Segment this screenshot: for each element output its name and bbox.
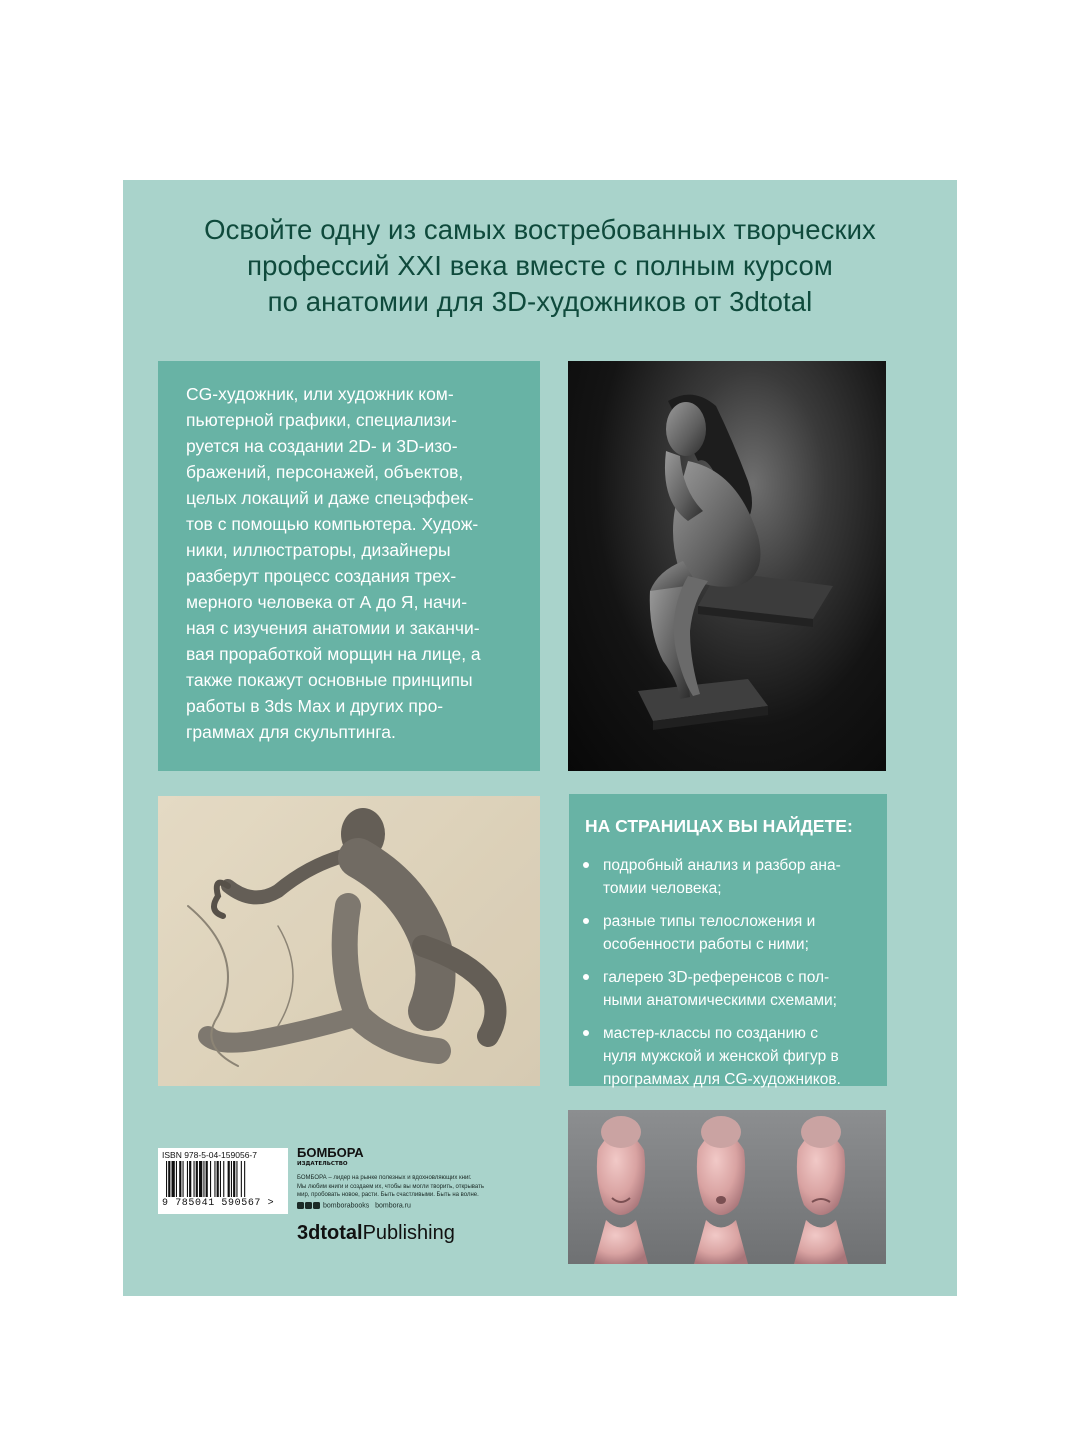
list-item-line: разные типы телосложения и (603, 913, 816, 930)
publisher-logo: БОМБОРА (297, 1145, 364, 1160)
description-line: пьютерной графики, специализи- (186, 410, 457, 430)
list-item (581, 910, 881, 956)
description-line: руется на создании 2D- и 3D-изо- (186, 436, 458, 456)
barcode-bar (236, 1161, 237, 1197)
description-line: ники, иллюстраторы, дизайнеры (186, 540, 451, 560)
tagline-line: Мы любим книги и создаем их, чтобы вы могли творить, открывать (297, 1183, 484, 1190)
barcode-bar (231, 1161, 232, 1197)
barcode-bar (176, 1161, 177, 1197)
barcode-bar (206, 1161, 208, 1197)
anatomy-sketch-image (158, 796, 540, 1086)
list-item-line: томии человека; (603, 880, 722, 897)
social-handle: bomborabooks (322, 1202, 370, 1210)
features-panel (569, 794, 887, 1086)
list-item-line: нуля мужской и женской фигур в (603, 1048, 839, 1065)
bullet-icon (583, 862, 589, 868)
description-line: целых локаций и даже спецэффек- (186, 488, 474, 508)
social-icon (313, 1202, 320, 1209)
description-line: граммах для скульптинга. (186, 722, 396, 742)
list-item-line: программах для CG-художников. (603, 1071, 841, 1088)
list-item (581, 966, 881, 1012)
list-item-line: особенности работы с ними; (603, 936, 809, 953)
barcode-bar (189, 1161, 191, 1197)
description-line: ная с изучения анатомии и заканчи- (186, 618, 480, 638)
barcode-bar (217, 1161, 219, 1197)
list-item (581, 1022, 881, 1091)
description-line: мерного человека от А до Я, начи- (186, 592, 468, 612)
barcode-bar (233, 1161, 235, 1197)
headline (123, 212, 957, 320)
barcode (158, 1148, 288, 1214)
barcode-bar (172, 1161, 175, 1197)
list-item (581, 854, 881, 900)
description-text (186, 381, 536, 745)
facial-expressions-image (568, 1110, 886, 1264)
list-item-line: ными анатомическими схемами; (603, 992, 837, 1009)
headline-line: по анатомии для 3D-художников от 3dtotal (267, 286, 813, 317)
barcode-bars (166, 1161, 280, 1197)
features-list (581, 854, 881, 1101)
description-line: тов с помощью компьютера. Худож- (186, 514, 479, 534)
barcode-bar (223, 1161, 224, 1197)
tagline-line: БОМБОРА – лидер на рынке полезных и вдохновляющих книг. (297, 1175, 472, 1181)
bullet-icon (583, 974, 589, 980)
barcode-bar (214, 1161, 215, 1197)
barcode-bar (199, 1161, 202, 1197)
barcode-digits: 9 785041 590567 > (162, 1198, 275, 1209)
barcode-bar (241, 1161, 242, 1197)
barcode-bar (183, 1161, 184, 1197)
publisher-tagline (297, 1174, 537, 1200)
barcode-bar (244, 1161, 245, 1197)
features-heading: НА СТРАНИЦАХ ВЫ НАЙДЕТЕ: (585, 816, 853, 836)
isbn-text: ISBN 978-5-04-159056-7 (162, 1150, 257, 1160)
list-item-line: подробный анализ и разбор ана- (603, 857, 841, 874)
barcode-bar (210, 1161, 211, 1197)
barcode-bar (194, 1161, 195, 1197)
headline-line: Освойте одну из самых востребованных творческих (204, 214, 876, 245)
social-icon (305, 1202, 312, 1209)
3dtotal-publishing-logo (297, 1222, 455, 1245)
bullet-icon (583, 1030, 589, 1036)
description-line: работы в 3ds Max и других про- (186, 696, 444, 716)
social-icon (297, 1202, 304, 1209)
sculpture-image (568, 361, 886, 771)
description-line: бражений, персонажей, объектов, (186, 462, 464, 482)
tagline-line: мир, пробовать новое, расти. Быть счастливыми. Быть на волне. (297, 1192, 479, 1198)
description-panel (158, 361, 540, 771)
description-line: также покажут основные принципы (186, 670, 473, 690)
book-back-cover (123, 180, 957, 1296)
list-item-line: галерею 3D-референсов с пол- (603, 969, 830, 986)
barcode-bar (220, 1161, 221, 1197)
social-links (297, 1202, 411, 1209)
barcode-bar (168, 1161, 170, 1197)
barcode-bar (196, 1161, 198, 1197)
publisher-site: bombora.ru (375, 1202, 411, 1210)
brand-rest: Publishing (362, 1222, 455, 1244)
barcode-bar (179, 1161, 181, 1197)
list-item-line: мастер-классы по созданию с (603, 1025, 818, 1042)
barcode-bar (166, 1161, 167, 1197)
barcode-bar (187, 1161, 188, 1197)
publisher-subtitle: ИЗДАТЕЛЬСТВО (297, 1161, 348, 1167)
headline-line: профессий XXI века вместе с полным курсом (247, 250, 833, 281)
bullet-icon (583, 918, 589, 924)
barcode-bar (228, 1161, 230, 1197)
description-line: CG-художник, или художник ком- (186, 384, 454, 404)
description-line: вая проработкой морщин на лице, а (186, 644, 481, 664)
brand-bold: 3dtotal (297, 1222, 363, 1244)
barcode-bar (203, 1161, 204, 1197)
description-line: разберут процесс создания трех- (186, 566, 457, 586)
